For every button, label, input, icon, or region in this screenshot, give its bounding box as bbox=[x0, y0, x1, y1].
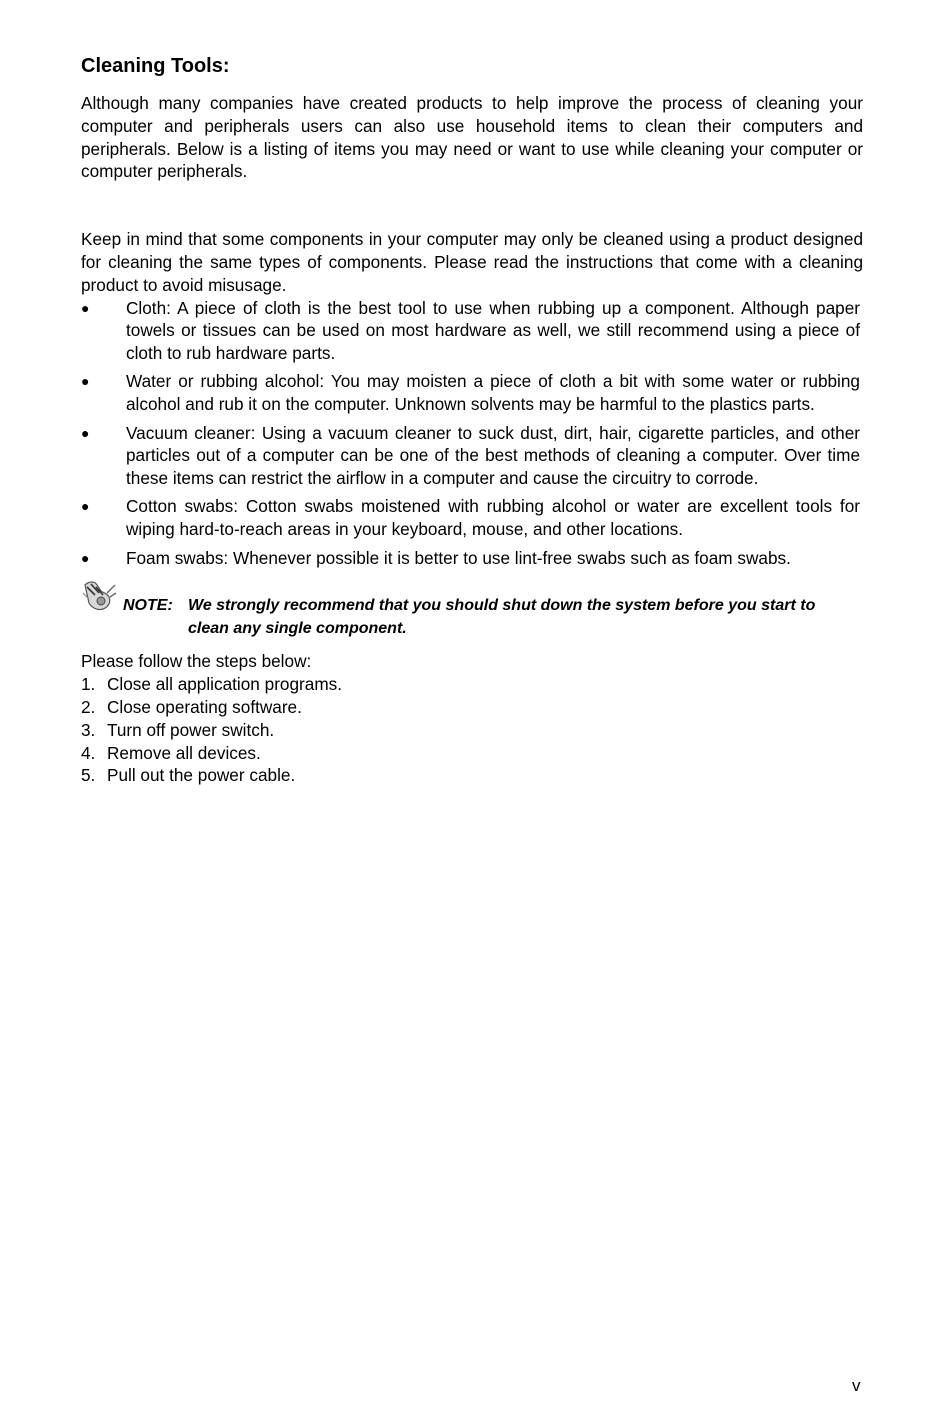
steps-list bbox=[81, 673, 863, 787]
intro-paragraph: Although many companies have created products to help improve the process of cleaning your computer and peripherals users can also use household items to clean their computers and peripherals. Below is a listing of items you may need or want to use while cleaning your computer or computer peripherals. bbox=[81, 93, 863, 182]
tools-list bbox=[81, 297, 863, 570]
list-item bbox=[81, 719, 863, 742]
tool-text: Cotton swabs: Cotton swabs moistened with rubbing alcohol or water are excellent tools for wiping hard-to-reach areas in your keyboard, mouse, and other locations. bbox=[126, 496, 860, 540]
step-text: Remove all devices. bbox=[107, 742, 261, 763]
step-text: Close all application programs. bbox=[107, 674, 343, 695]
bullet-icon: ● bbox=[81, 549, 90, 566]
note-label: NOTE: bbox=[123, 597, 173, 615]
step-text: Pull out the power cable. bbox=[107, 765, 296, 786]
step-text: Close operating software. bbox=[107, 696, 302, 717]
list-item bbox=[81, 764, 863, 787]
step-number: 4. bbox=[81, 742, 96, 763]
steps-intro: Please follow the steps below: bbox=[81, 651, 312, 672]
tool-text: Water or rubbing alcohol: You may moisten a piece of cloth a bit with some water or rubbing alcohol and rub it on the computer. Unknown solvents may be harmful to the plastics parts. bbox=[126, 371, 860, 415]
list-item bbox=[81, 547, 863, 570]
bullet-icon: ● bbox=[81, 373, 90, 390]
step-number: 1. bbox=[81, 674, 96, 695]
page-number: v bbox=[852, 1376, 861, 1395]
tool-text: Vacuum cleaner: Using a vacuum cleaner to suck dust, dirt, hair, cigarette particles, and other particles out of a computer can be one of the best methods of cleaning a computer. Over time these items can restrict the airflow in a computer and cause the circuitry to corrode. bbox=[126, 422, 860, 489]
list-item bbox=[81, 696, 863, 719]
list-item bbox=[81, 297, 863, 365]
step-number: 5. bbox=[81, 765, 96, 786]
document-page bbox=[81, 52, 863, 787]
step-text: Turn off power switch. bbox=[107, 719, 275, 740]
tool-text: Foam swabs: Whenever possible it is better to use lint-free swabs such as foam swabs. bbox=[126, 547, 791, 568]
note-hand-icon bbox=[81, 579, 117, 613]
list-item bbox=[81, 370, 863, 416]
note-block bbox=[81, 595, 863, 640]
bullet-icon: ● bbox=[81, 498, 90, 515]
keep-in-mind-paragraph: Keep in mind that some components in your computer may only be cleaned using a product designed for cleaning the same types of components. Please read the instructions that come with a cleaning product to avoid misusage. bbox=[81, 229, 863, 295]
list-item bbox=[81, 422, 863, 490]
list-item bbox=[81, 742, 863, 765]
step-number: 2. bbox=[81, 696, 96, 717]
list-item bbox=[81, 673, 863, 696]
note-line-2: clean any single component. bbox=[188, 619, 407, 637]
step-number: 3. bbox=[81, 719, 96, 740]
bullet-icon: ● bbox=[81, 424, 90, 441]
list-item bbox=[81, 495, 863, 541]
tool-text: Cloth: A piece of cloth is the best tool to use when rubbing up a component. Although paper towels or tissues can be used on most hardware as well, we still recommend using a piece of cloth to rub hardware parts. bbox=[126, 297, 860, 364]
page-title: Cleaning Tools: bbox=[81, 55, 230, 77]
note-line-1: We strongly recommend that you should shut down the system before you start to bbox=[188, 597, 816, 615]
bullet-icon: ● bbox=[81, 299, 90, 316]
